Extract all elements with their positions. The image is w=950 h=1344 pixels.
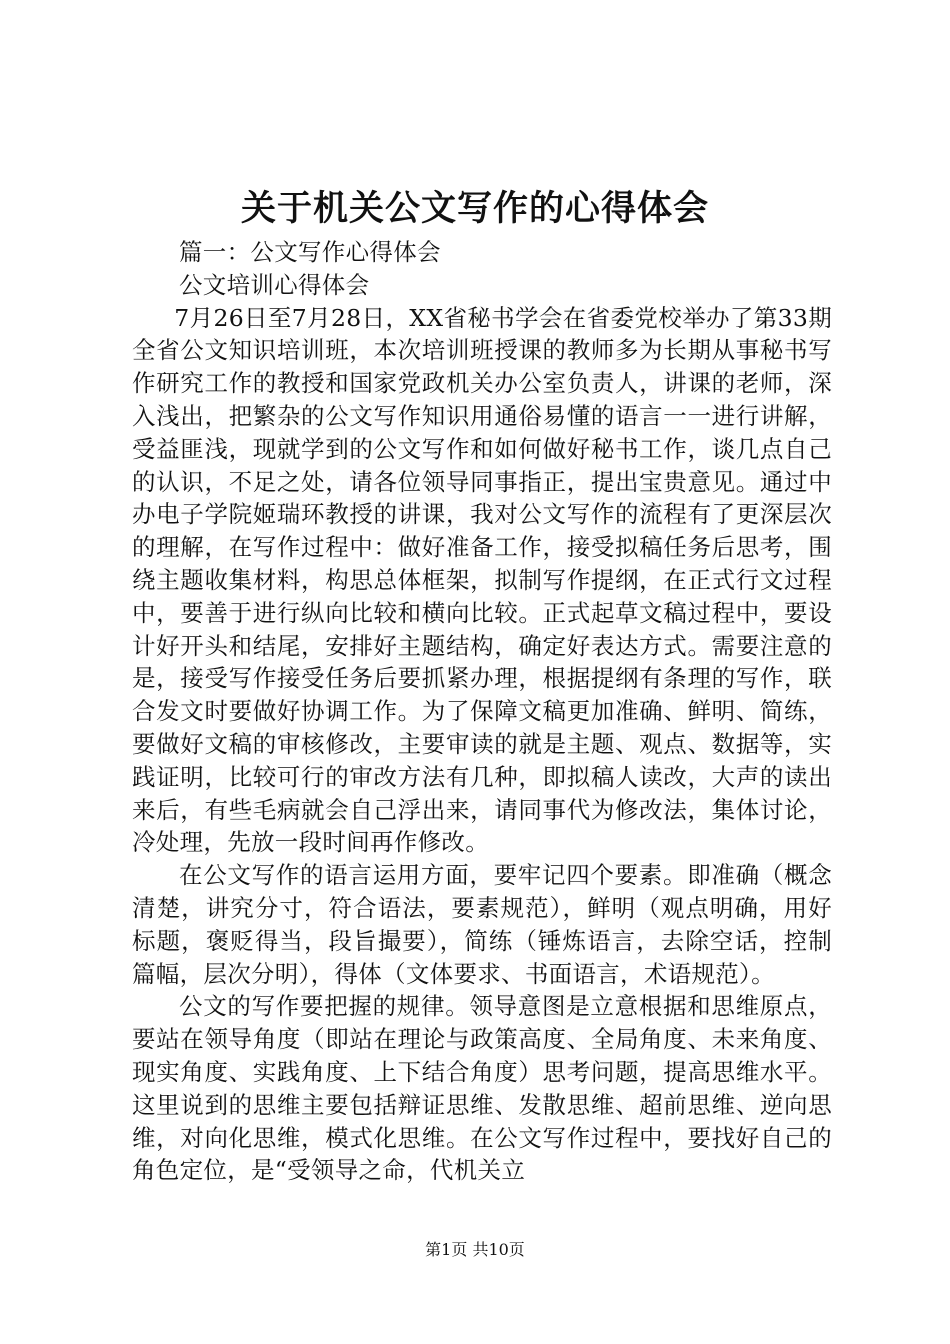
sub-heading: 公文培训心得体会 xyxy=(179,270,370,299)
section-heading: 篇一：公文写作心得体会 xyxy=(179,238,441,266)
page-footer: 第1页 共10页 xyxy=(425,1240,525,1259)
document-title: 关于机关公文写作的心得体会 xyxy=(240,188,709,229)
paragraph-3: 公文的写作要把握的规律。领导意图是立意根据和思维原点，要站在领导角度（即站在理论与政策高度、全局角度、未来角度、现实角度、实践角度、上下结合角度）思考问题，提高思维水平。这里说到的思维主要包括辩证思维、发散思维、超前思维、逆向思维，对向化思维，模式化思维。在公文写作过程中，要找好自己的角色定位，是“受领导之命，代机关立 xyxy=(132,992,832,1185)
paragraph-1: 7月26日至7月28日，XX省秘书学会在省委党校举办了第33期全省公文知识培训班，本次培训班授课的教师多为长期从事秘书写作研究工作的教授和国家党政机关办公室负责人，讲课的老师，深入浅出，把繁杂的公文写作知识用通俗易懂的语言一一进行讲解，受益匪浅，现就学到的公文写作和如何做好秘书工作，谈几点自己的认识，不足之处，请各位领导同事指正，提出宝贵意见。通过中办电子学院姬瑞环教授的讲课，我对公文写作的流程有了更深层次的理解，在写作过程中：做好准备工作，接受拟稿任务后思考，围绕主题收集材料，构思总体框架，拟制写作提纲，在正式行文过程中，要善于进行纵向比较和横向比较。正式起草文稿过程中，要设计好开头和结尾，安排好主题结构，确定好表达方式。需要注意的是，接受写作接受任务后要抓紧办理，根据提纲有条理的写作，联合发文时要做好协调工作。为了保障文稿更加准确、鲜明、简练，要做好文稿的审核修改，主要审读的就是主题、观点、数据等，实践证明，比较可行的审改方法有几种，即拟稿人读改，大声的读出来后，有些毛病就会自己浮出来，请同事代为修改法，集体讨论，冷处理，先放一段时间再作修改。 xyxy=(132,303,832,857)
paragraph-2: 在公文写作的语言运用方面，要牢记四个要素。即准确（概念清楚，讲究分寸，符合语法，要素规范），鲜明（观点明确，用好标题，褒贬得当，段旨撮要），简练（锤炼语言，去除空话，控制篇幅，层次分明），得体（文体要求、书面语言，术语规范）。 xyxy=(132,861,832,988)
document-body xyxy=(132,236,832,1187)
